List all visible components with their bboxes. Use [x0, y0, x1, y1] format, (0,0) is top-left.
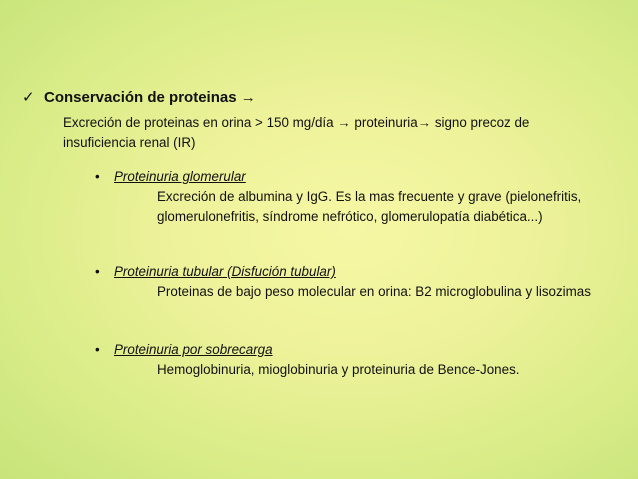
intro-text-3: signo precoz de insuficiencia renal (IR) [63, 115, 530, 150]
arrow-right-icon: → [337, 115, 351, 130]
bullet-item-glomerular [95, 167, 615, 187]
intro-text-2: proteinuria [350, 115, 418, 130]
arrow-right-icon: → [417, 115, 432, 130]
bullet-description: Hemoglobinuria, mioglobinuria y proteinuria de Bence-Jones. [157, 362, 520, 377]
bullet-marker: • [95, 342, 100, 357]
bullet-marker: • [95, 264, 100, 279]
heading-text: Conservación de proteinas [44, 89, 237, 106]
intro-paragraph [63, 113, 603, 153]
intro-text-1: Excreción de proteinas en orina > 150 mg/día [63, 115, 338, 130]
section-heading [22, 88, 256, 106]
bullet-item-sobrecarga [95, 340, 615, 360]
bullet-description: Excreción de albumina y IgG. Es la mas frecuente y grave (pielonefritis, glomerulonefritis, síndrome nefrótico, glomerulopatía diabética...) [157, 189, 582, 224]
checkmark-icon: ✓ [22, 89, 35, 106]
bullet-title: Proteinuria glomerular [114, 169, 246, 184]
bullet-marker: • [95, 169, 100, 184]
bullet-description: Proteinas de bajo peso molecular en orina: B2 microglobulina y lisozimas [157, 284, 591, 299]
bullet-item-tubular [95, 262, 615, 282]
arrow-right-icon: → [240, 89, 256, 106]
bullet-title: Proteinuria por sobrecarga [114, 342, 273, 357]
bullet-title: Proteinuria tubular (Disfución tubular) [114, 264, 336, 279]
